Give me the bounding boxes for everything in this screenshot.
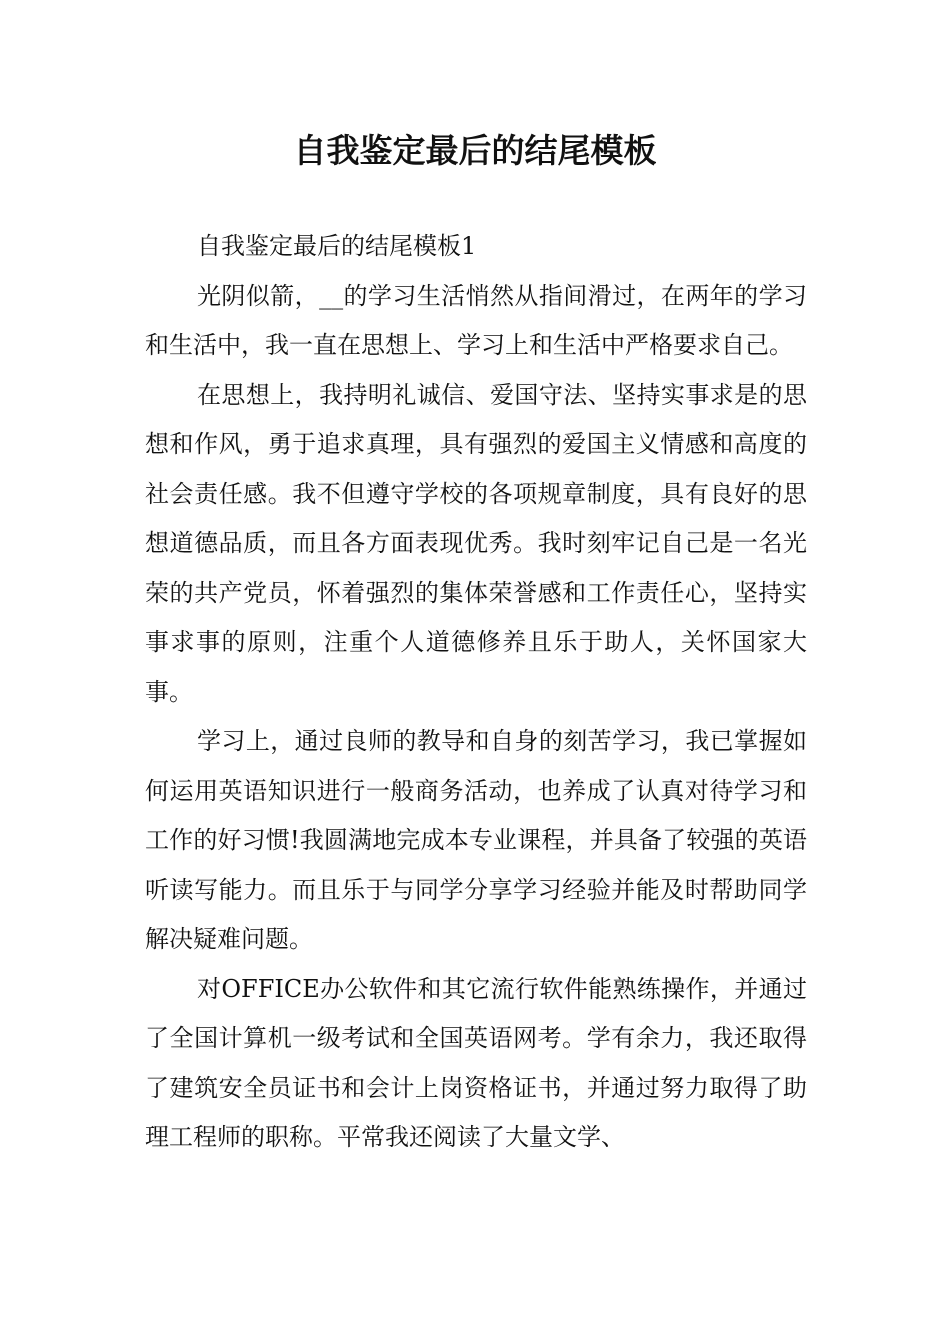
subtitle-paragraph: 自我鉴定最后的结尾模板1 (197, 232, 477, 260)
document-body (145, 222, 807, 1163)
body-paragraph-intro: 光阴似箭，__的学习生活悄然从指间滑过，在两年的学习和生活中，我一直在思想上、学习上和生活中严格要求自己。 (145, 281, 807, 359)
document-title: 自我鉴定最后的结尾模板 (293, 131, 657, 170)
body-paragraph-thought: 在思想上，我持明礼诚信、爱国守法、坚持实事求是的思想和作风，勇于追求真理，具有强烈的爱国主义情感和高度的社会责任感。我不但遵守学校的各项规章制度，具有良好的思想道德品质，而且各方面表现优秀。我时刻牢记自己是一名光荣的共产党员，怀着强烈的集体荣誉感和工作责任心，坚持实事求事的原则，注重个人道德修养且乐于助人，关怀国家大事。 (145, 380, 807, 706)
body-paragraph-skills: 对OFFICE办公软件和其它流行软件能熟练操作，并通过了全国计算机一级考试和全国英语网考。学有余力，我还取得了建筑安全员证书和会计上岗资格证书，并通过努力取得了助理工程师的职称。平常我还阅读了大量文学、 (145, 974, 807, 1151)
body-paragraph-study: 学习上，通过良师的教导和自身的刻苦学习，我已掌握如何运用英语知识进行一般商务活动，也养成了认真对待学习和工作的好习惯!我圆满地完成本专业课程，并具备了较强的英语听读写能力。而且乐于与同学分享学习经验并能及时帮助同学解决疑难问题。 (145, 727, 807, 953)
